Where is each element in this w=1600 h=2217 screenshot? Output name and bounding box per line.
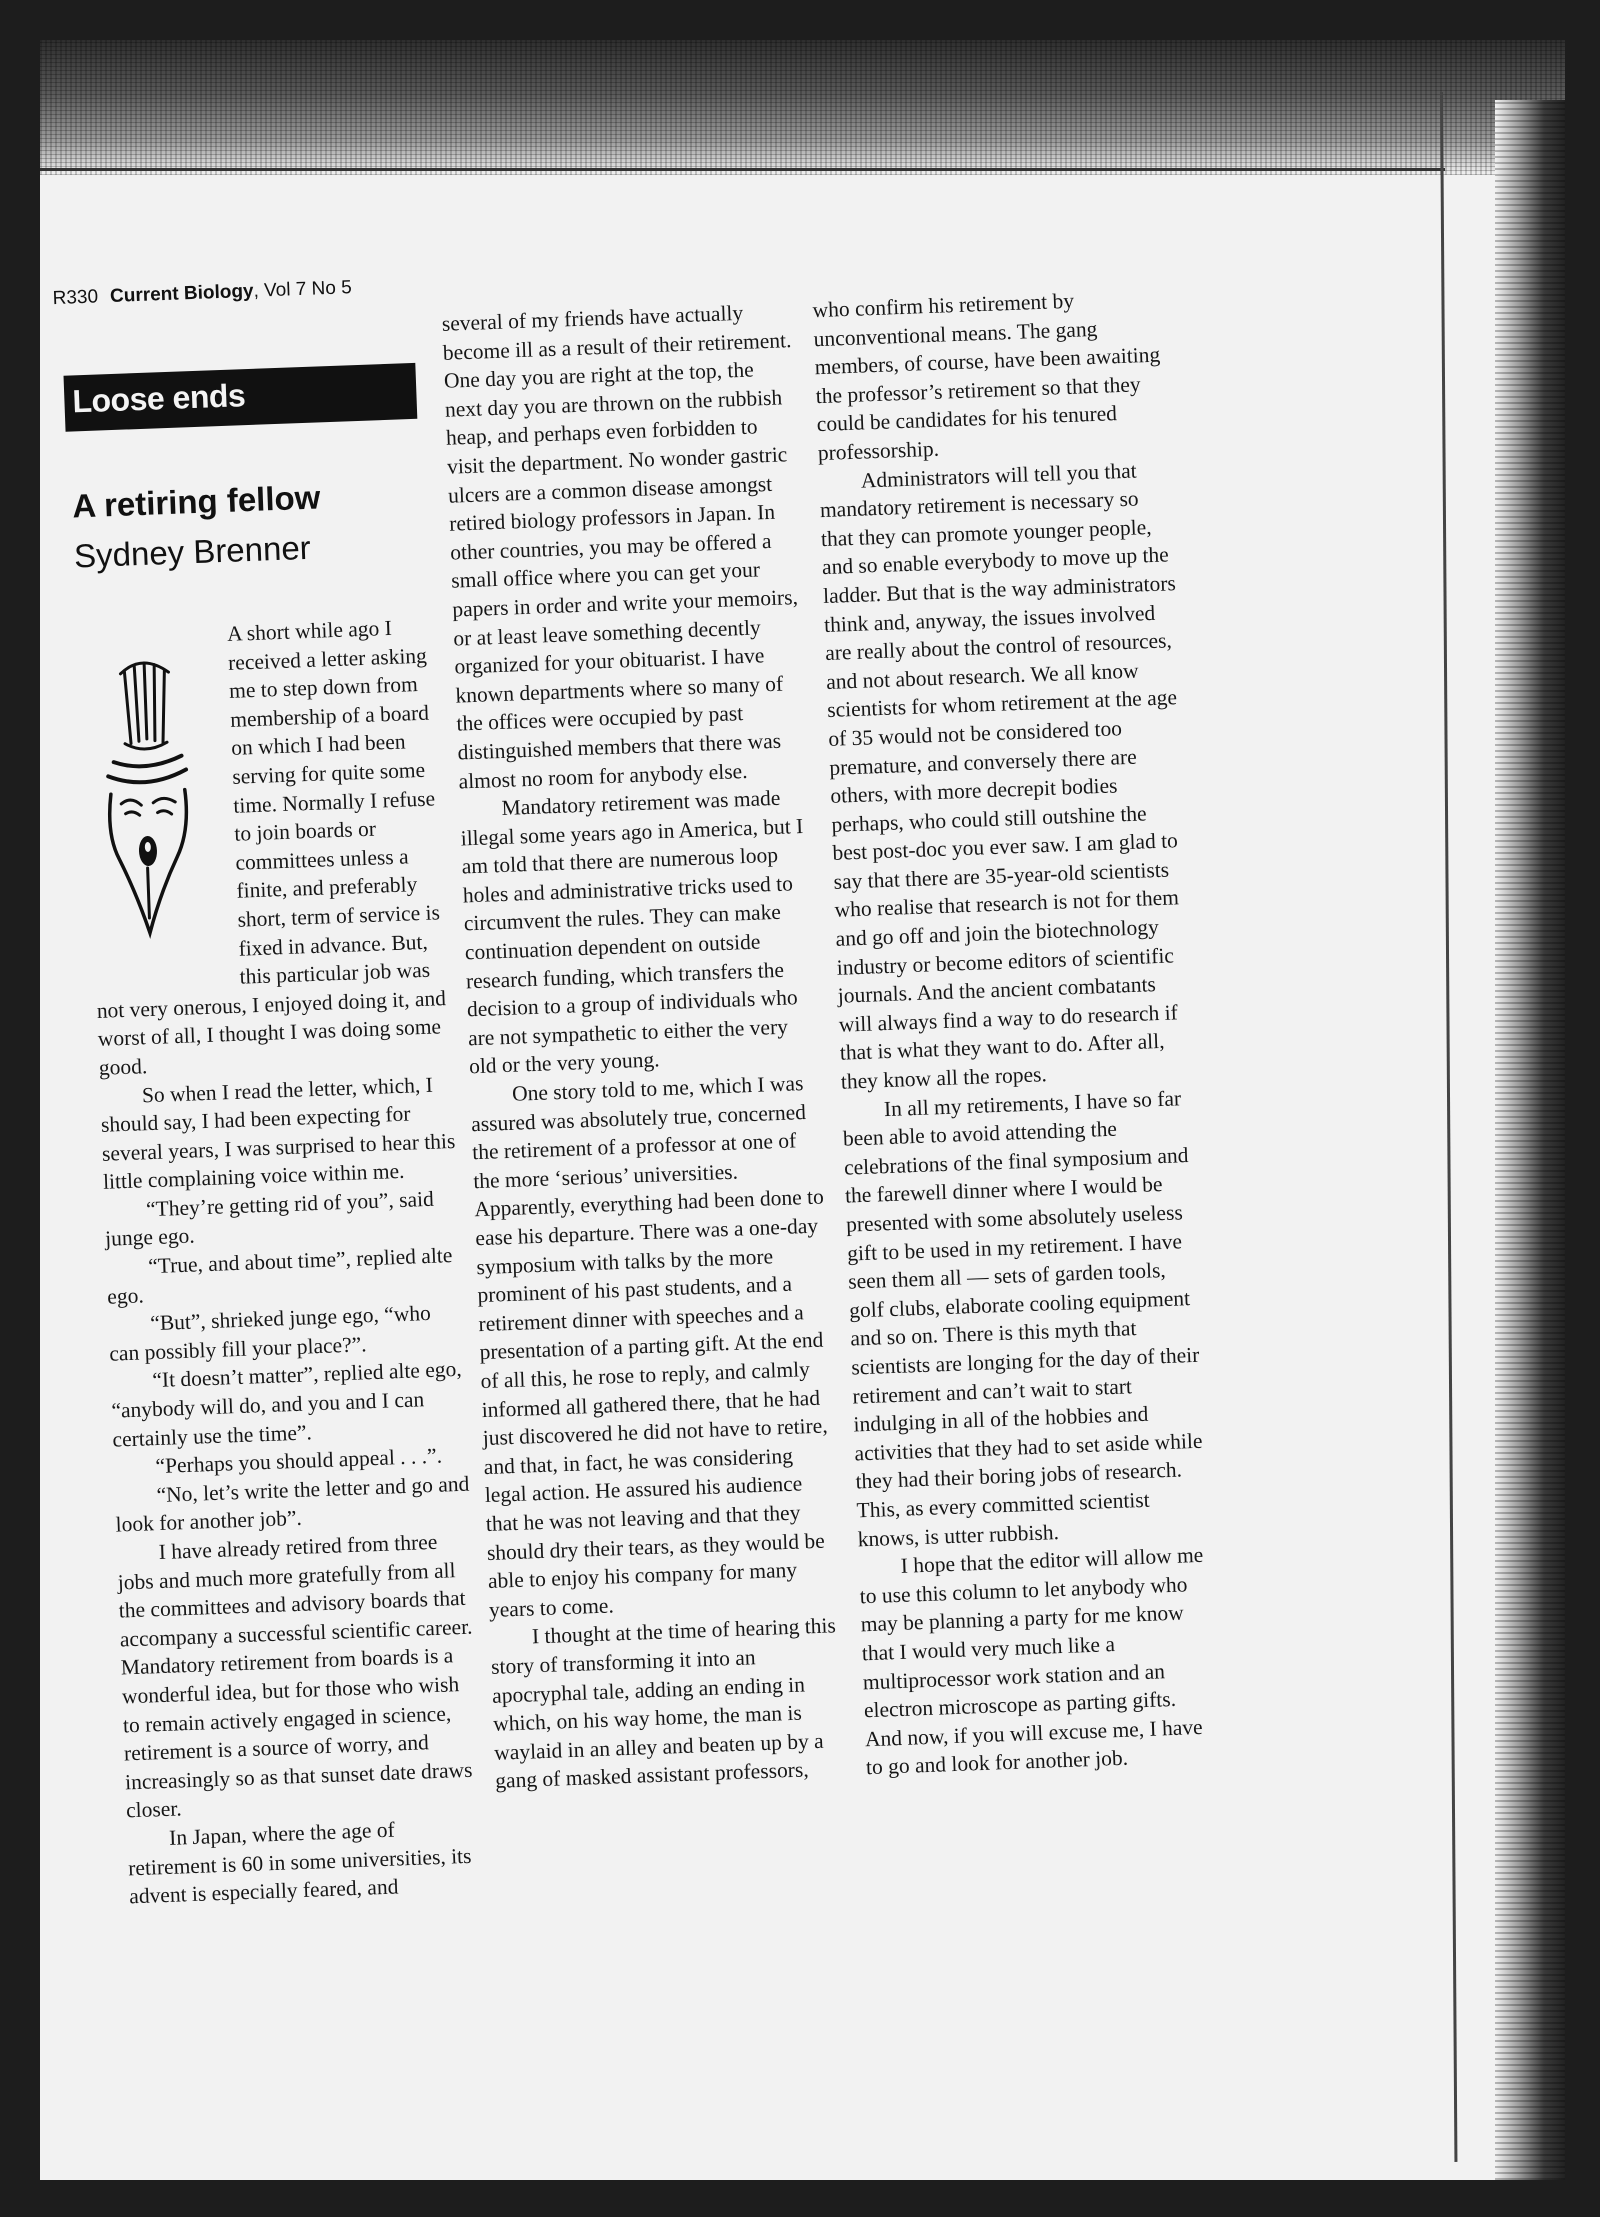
- article-byline: Sydney Brenner: [73, 528, 312, 575]
- paragraph: In all my retirements, I have so far been able to avoid attending the celebrations of the final symposium and the farewell dinner where I would be presented with some absolutely useless gift to be used in my retirement. I have seen them all — sets of garden tools, golf clubs, elaborate cooling equipment and so on. There is this myth that scientists are longing for the day of their retirement and can’t wait to start indulging in all of the hobbies and activities that they had to set aside while they had their boring jobs of research. This, as every committed scientist knows, is utter rubbish.: [842, 1085, 1203, 1551]
- paragraph: I have already retired from three jobs and much more gratefully from all the committees and advisory boards that accompany a successful scientific career. Mandatory retirement from boards is a wonderful idea, but for those who wish to remain actively engaged in science, retirement is a source of worry, and increasingly so as that sunset date draws closer.: [117, 1529, 473, 1823]
- paragraph: A short while ago I received a letter asking me to step down from membership of a board on which I had been serving for quite some time. Normally I refuse to join boards or committees unless a finite, and preferably short, term of service is fixed in advance. But, this particular job was not very onerous, I enjoyed doing it, and worst of all, I thought I was doing some good.: [96, 615, 447, 1080]
- paragraph: Administrators will tell you that mandatory retirement is necessary so that they can promote younger people, and so enable everybody to move up the ladder. But that is the way administrators think and, anyway, the issues involved are really about the control of resources, and not about research. We all know scientists for whom retirement at the age of 35 would not be considered too premature, and conversely there are others, with more decrepit bodies perhaps, who could still outshine the best post-doc you ever saw. I am glad to say that there are 35-year-old scientists who realise that research is not for them and go off and join the biotechnology industry or become editors of scientific journals. And the ancient combatants will always find a way to do research if that is what they want to do. After all, they know all the ropes.: [819, 458, 1180, 1094]
- section-tag-label: Loose ends: [71, 377, 246, 420]
- paragraph: I hope that the editor will allow me to use this column to let anybody who may be planning a party for me know that I would very much like a multiprocessor work station and an electron microscope as parting gifts. And now, if you will excuse me, I have to go and look for another job.: [859, 1542, 1204, 1780]
- journal-title: Current Biology: [109, 280, 254, 307]
- column-2: [441, 297, 847, 1796]
- page-number: R330: [52, 286, 99, 310]
- section-tag: [64, 363, 418, 432]
- paragraph: “Perhaps you should appeal . . .”.: [155, 1443, 443, 1479]
- column-3: [812, 283, 1219, 1782]
- paragraph: “No, let’s write the letter and go and look for another job”.: [115, 1471, 470, 1538]
- paragraph: So when I read the letter, which, I should say, I had been expecting for several years, I was surprised to hear this little complaining voice within me.: [100, 1072, 456, 1195]
- paragraph: “True, and about time”, replied alte ego.: [106, 1243, 453, 1309]
- paragraph: I thought at the time of hearing this story of transforming it into an apocryphal tale, adding an ending in which, on his way home, the man is waylaid in an alley and beaten up by a gang of masked assistant professors,: [490, 1613, 837, 1794]
- paragraph: “They’re getting rid of you”, said junge ego.: [104, 1186, 435, 1252]
- column-1: [83, 612, 485, 1911]
- paragraph: “It doesn’t matter”, replied alte ego, “anybody will do, and you and I can certainly use the time”.: [111, 1357, 463, 1452]
- paragraph: One story told to me, which I was assured was absolutely true, concerned the retirement of a professor at one of the more ‘serious’ universities. Apparently, everything had been done to ease his departure. There was a one-day symposium with talks by the more prominent of his past students, and a retirement dinner with speeches and a presentation of a parting gift. At the end of all this, he rose to reply, and calmly informed all gathered there, that he had just discovered he did not have to retire, and that, in fact, he was considering legal action. He assured his audience that he was not leaving and that they should dry their tears, as they would be able to enjoy his company for many years to come.: [470, 1071, 829, 1622]
- illustration-wrap: [83, 620, 234, 970]
- running-head: [52, 277, 352, 310]
- paragraph: “But”, shrieked junge ego, “who can possibly fill your place?”.: [108, 1301, 432, 1366]
- paragraph: Mandatory retirement was made illegal some years ago in America, but I am told that there are numerous loop holes and administrative tricks used to circumvent the rules. They can make continuation dependent on outside research funding, which transfers the decision to a group of individuals who are not sympathetic to either the very old or the very young.: [460, 785, 804, 1079]
- paragraph: several of my friends have actually become ill as a result of their retirement. One day you are right at the top, the next day you are thrown on the rubbish heap, and perhaps even forbidden to visit the department. No wonder gastric ulcers are a common disease amongst retired biology professors in Japan. In other countries, you may be offered a small office where you can get your papers in order and write your memoirs, or at least leave something decently organized for your obituarist. I have known departments where so many of the offices were occupied by past distinguished members that there was almost no room for anybody else.: [441, 300, 799, 794]
- article-page: [40, 40, 1516, 2166]
- journal-volume: , Vol 7 No 5: [253, 277, 353, 302]
- paragraph: who confirm his retirement by unconventional means. The gang members, of course, have been awaiting the professor’s retirement so that they could be candidates for his tenured professorship.: [812, 288, 1161, 466]
- paragraph: In Japan, where the age of retirement is 60 in some universities, its advent is especially feared, and: [127, 1817, 472, 1909]
- scanned-page: [40, 40, 1565, 2180]
- article-headline: A retiring fellow: [71, 478, 321, 525]
